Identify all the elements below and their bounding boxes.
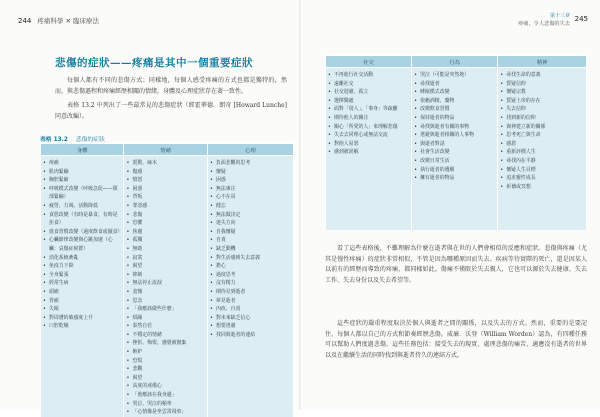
right-page bbox=[301, 0, 600, 410]
symptom-item: • 背叛 bbox=[126, 193, 204, 202]
table-header: 社交 bbox=[326, 56, 412, 68]
symptom-item: • 重新評價人生 bbox=[500, 148, 584, 157]
symptom-item: • 悲觀 bbox=[126, 365, 204, 374]
body-paragraph: 這些症狀的嚴重程度取決於個人與逝者之間的關係，以及失去的方式。然而，重要的是要記住，每個人都以自己的方式和節奏經歷悲傷。威廉．沃登（William Worden）認為，有四種任務可以幫助人們度過悲傷，這些任務包括：接受失去的現實、處理悲傷的痛苦、適應沒有逝者的世界以及在繼續生活的同時找到與逝者持久的連結方式。 bbox=[325, 320, 587, 359]
symptom-item: • 質疑信仰 bbox=[500, 80, 584, 89]
symptom-item: • 社會生活改變 bbox=[414, 148, 495, 157]
symptom-item: • 追求靈性成長 bbox=[500, 174, 584, 183]
symptom-item: • 沒有精力 bbox=[210, 279, 291, 288]
symptom-item: • 口腔乾燥 bbox=[43, 322, 121, 331]
running-head-left bbox=[18, 16, 99, 25]
symptom-item: • 依賴酒精、藥物 bbox=[414, 97, 495, 106]
symptom-list bbox=[126, 159, 204, 417]
symptom-item: • 選擇獨處 bbox=[328, 97, 409, 106]
symptom-item: • 尋找與逝者有關的事物 bbox=[414, 123, 495, 132]
section-title: 悲傷的症狀——疼痛是其中一個重要症狀 bbox=[55, 57, 253, 69]
symptom-item: • 逃避與逝者相關的人事物 bbox=[414, 131, 495, 140]
symptom-item: • 懷疑宗教 bbox=[500, 88, 584, 97]
symptom-item: • 期待見到逝者 bbox=[210, 288, 291, 297]
symptom-item: • 遠離社交 bbox=[328, 80, 409, 89]
symptom-item: • 悲傷 bbox=[126, 211, 204, 220]
symptom-list bbox=[414, 71, 495, 183]
symptom-item: • 寂寞 bbox=[126, 254, 204, 263]
symptom-item: • 尋找生命的意義 bbox=[500, 71, 584, 80]
left-page bbox=[0, 0, 299, 416]
table-header: 心理 bbox=[207, 144, 293, 156]
symptom-item: • 全身緊張 bbox=[43, 271, 121, 280]
symptom-list bbox=[500, 71, 584, 191]
symptom-item: • 負面悲觀的思考 bbox=[210, 159, 291, 168]
symptom-item: • 健忘 bbox=[210, 202, 291, 211]
symptom-item: • 思念 bbox=[126, 297, 204, 306]
symptom-item: • 肌肉緊繃 bbox=[43, 168, 121, 177]
symptom-item: • 祈禱或冥想 bbox=[500, 183, 584, 192]
body-paragraph: 表格 13.2 中列出了一些最常見的悲傷症狀（經霍華德．朗奇 [Howard Lunche] 同意改編）。 bbox=[55, 102, 287, 120]
body-paragraph: 看了這些表格後，不難理解為什麼在逝者與在世的人們會相似的反應和症狀。悲傷與疼痛（尤其是慢性疼痛）的症狀非常相似，不管是因為哪種原因而失去。疾病等待實際的死亡，還是因某人以前有的經歷而導致的疼痛，都同樣如此。傷痛不僅限於失去親人，它也可以源於失去健康、失去工作、失去身份以及失去希望等。 bbox=[325, 245, 587, 284]
symptom-item: • 頭痛 bbox=[43, 288, 121, 297]
symptom-item: • 哭泣（可能是突然地） bbox=[414, 71, 495, 80]
table-header: 情緒 bbox=[124, 144, 207, 156]
symptom-item: • 困惑 bbox=[126, 185, 204, 194]
table-column bbox=[412, 68, 498, 230]
table-column bbox=[498, 68, 587, 230]
symptom-item: • 心臟節律改變與心跳加速（心臟：哀傷症候群） bbox=[43, 236, 121, 253]
symptom-item: • 憤怒 bbox=[126, 176, 204, 185]
symptom-item: • 擁有逝者的物品 bbox=[414, 174, 495, 183]
symptom-item: • 自我懷疑 bbox=[210, 228, 291, 237]
table-caption-label: 表格 13.2 bbox=[40, 137, 68, 143]
symptom-item: • 對生活感到失去意義 bbox=[210, 254, 291, 263]
table-header: 行為 bbox=[412, 56, 498, 68]
symptom-item: • 羞愧 bbox=[126, 288, 204, 297]
symptom-item: • 對周遭的敏感度上升 bbox=[43, 314, 121, 323]
symptom-item: • 與逝者對話 bbox=[414, 140, 495, 149]
symptom-item: • 社交迴避、孤立 bbox=[328, 88, 409, 97]
symptom-item: • 疼痛 bbox=[43, 159, 121, 168]
grief-symptoms-table-continued bbox=[325, 55, 587, 230]
page-number-left: 244 bbox=[18, 17, 32, 25]
symptom-item: • 孤獨 bbox=[126, 236, 204, 245]
symptom-item: • 「我應該做些什麼」 bbox=[126, 305, 204, 314]
symptom-item: • 胃痛 bbox=[43, 297, 121, 306]
symptom-item: • 挫折、悔恨，感覺被拋棄 bbox=[126, 339, 204, 348]
symptom-item: • 失眠 bbox=[43, 305, 121, 314]
symptom-item: • 尋找逝者 bbox=[414, 80, 495, 89]
symptom-item: • 擔心 bbox=[210, 262, 291, 271]
symptom-item: • 渴望 bbox=[126, 374, 204, 383]
symptom-item: • 「心情像是坐雲霄飛車」 bbox=[126, 408, 204, 417]
symptom-item: • 改變日常生活 bbox=[414, 157, 495, 166]
symptom-item: • 對他人易怒 bbox=[328, 140, 409, 149]
symptom-item: • 過度思考 bbox=[210, 271, 291, 280]
symptom-item: • 「他應該在我身邊」 bbox=[126, 391, 204, 400]
symptom-item: • 感到被誤解 bbox=[328, 148, 409, 157]
symptom-item: • 無法做決定 bbox=[210, 211, 291, 220]
grief-symptoms-table bbox=[40, 143, 294, 417]
symptom-item: • 懷疑 bbox=[210, 168, 291, 177]
page-number-right: 245 bbox=[574, 15, 588, 23]
symptom-list bbox=[43, 159, 121, 331]
book-title: 疼痛科學 ✕ 臨床療法 bbox=[37, 17, 99, 25]
symptom-item: • 高度的戒備心 bbox=[126, 382, 204, 391]
symptom-item: • 思考死亡與生命 bbox=[500, 131, 584, 140]
symptom-item: • 無法專注 bbox=[210, 185, 291, 194]
symptom-item: • 困惑 bbox=[210, 176, 291, 185]
symptom-list bbox=[328, 71, 409, 157]
symptom-item: • 心不在焉 bbox=[210, 193, 291, 202]
symptom-item: • 嫉妒 bbox=[126, 348, 204, 357]
running-head-right bbox=[518, 12, 586, 27]
symptom-list bbox=[210, 159, 291, 339]
symptom-item: • 焦慮 bbox=[126, 228, 204, 237]
symptom-item: • 哭泣、哭泣的頻率 bbox=[126, 400, 204, 409]
symptom-item: • 迷失方向 bbox=[210, 219, 291, 228]
symptom-item: • 質疑上帝的存在 bbox=[500, 97, 584, 106]
symptom-item: • 罪惡感 bbox=[126, 202, 204, 211]
table-column bbox=[124, 156, 207, 417]
symptom-item: • 找回與逝者的連結 bbox=[210, 331, 291, 340]
chapter-label: 第十三章 bbox=[549, 13, 570, 19]
body-paragraph: 每個人都有不同的悲傷方式；同樣地，每個人感受疼痛的方式也都是獨特的，然而，與悲傷過程和疼痛經歷相關的情緒，身體及心理症狀存在著一致性。 bbox=[55, 77, 287, 95]
symptom-item: • 食慾改變（有時是暴食，有時是拒食） bbox=[43, 211, 121, 228]
symptom-item: • 渴望 bbox=[126, 262, 204, 271]
chapter-subtitle: 疼痛，令人悲傷的失去 bbox=[518, 21, 570, 27]
symptom-item: • 胸腔緊縮 bbox=[43, 176, 121, 185]
symptom-item: • 震驚，麻木 bbox=[126, 159, 204, 168]
table-column bbox=[207, 156, 293, 417]
symptom-item: • 找到新的信仰 bbox=[500, 114, 584, 123]
symptom-item: • 不再進行社交活動 bbox=[328, 71, 409, 80]
symptom-item: • 疲勞、力竭、活動降低 bbox=[43, 202, 121, 211]
symptom-item: • 無法停止流淚 bbox=[126, 279, 204, 288]
symptom-item: • 經常生病 bbox=[43, 279, 121, 288]
symptom-item: • 尋找內在平靜 bbox=[500, 157, 584, 166]
table-caption bbox=[40, 134, 105, 143]
symptom-item: • 感恩 bbox=[500, 140, 584, 149]
symptom-item: • 免疫力下降 bbox=[43, 262, 121, 271]
table-header: 身體 bbox=[41, 144, 124, 156]
symptom-item: • 傷感 bbox=[126, 168, 204, 177]
symptom-item: • 呼吸模式改變（呼吸急促——頸部緊繃） bbox=[43, 185, 121, 202]
symptom-item: • 泰然自若 bbox=[126, 322, 204, 331]
symptom-item: • 恐懼 bbox=[126, 219, 204, 228]
symptom-item: • 與神建立新的關係 bbox=[500, 123, 584, 132]
symptom-item: • 進食習慣改變（過度飲食或厭食） bbox=[43, 228, 121, 237]
symptom-item: • 抑制 bbox=[126, 271, 204, 280]
symptom-item: • 缺乏動機 bbox=[210, 245, 291, 254]
symptom-item: • 煩躁 bbox=[126, 314, 204, 323]
table-column bbox=[41, 156, 124, 417]
symptom-item: • 期待他人的關注 bbox=[328, 114, 409, 123]
table-header: 精神 bbox=[498, 56, 587, 68]
symptom-item: • 對未來缺乏信心 bbox=[210, 314, 291, 323]
symptom-item: • 不穩定的情緒 bbox=[126, 331, 204, 340]
symptom-item: • 夢見逝者 bbox=[210, 297, 291, 306]
symptom-item: • 關心「所愛的人」來理解悲傷 bbox=[328, 123, 409, 132]
symptom-item: • 面對「別人」、「事身」等疏離 bbox=[328, 105, 409, 114]
symptom-item: • 執行逝者的遺願 bbox=[414, 166, 495, 175]
table-caption-text: 悲傷的症狀 bbox=[75, 137, 105, 143]
symptom-item: • 失去信仰 bbox=[500, 105, 584, 114]
symptom-item: • 自責 bbox=[210, 236, 291, 245]
symptom-item: • 無助 bbox=[126, 245, 204, 254]
symptom-item: • 想要逃避 bbox=[210, 322, 291, 331]
symptom-item: • 睡眠模式改變 bbox=[414, 88, 495, 97]
symptom-item: • 消化系統紊亂 bbox=[43, 254, 121, 263]
symptom-item: • 內疚、自責 bbox=[210, 305, 291, 314]
symptom-item: • 懷疑人生目標 bbox=[500, 166, 584, 175]
symptom-item: • 改變飲食習慣 bbox=[414, 105, 495, 114]
symptom-item: • 恐慌 bbox=[126, 357, 204, 366]
table-column bbox=[326, 68, 412, 230]
symptom-item: • 保持逝者的物品 bbox=[414, 114, 495, 123]
symptom-item: • 失去去同理心或無法交流 bbox=[328, 131, 409, 140]
